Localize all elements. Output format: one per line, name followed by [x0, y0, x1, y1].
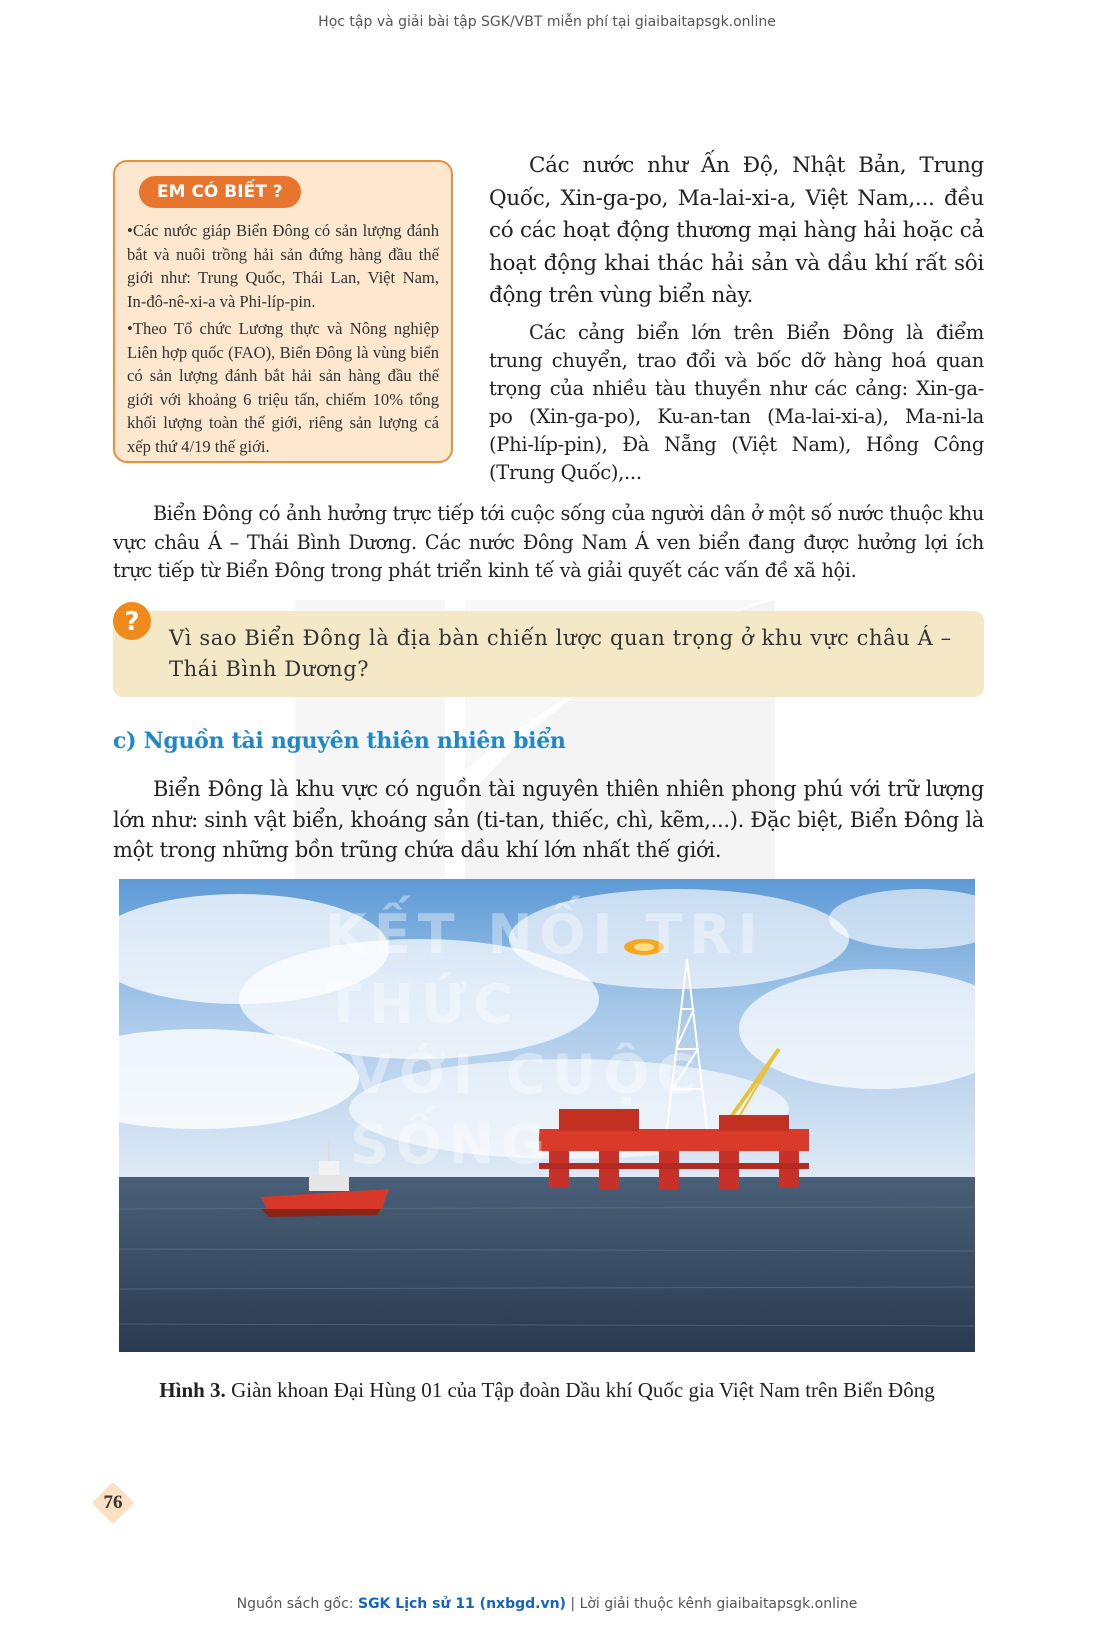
- watermark-text: [325, 900, 825, 1180]
- trade-paragraph: Các nước như Ấn Độ, Nhật Bản, Trung Quốc, Xin-ga-po, Ma-lai-xi-a, Việt Nam,... đều có các hoạt động thương mại hàng hải hoặc cả hoạt động khai thác hải sản và dầu khí rất sôi động trên vùng biển này.: [489, 153, 984, 308]
- source-link[interactable]: SGK Lịch sử 11 (nxbgd.vn): [357, 1596, 566, 1612]
- footer-suffix: | Lời giải thuộc kênh giaibaitapsgk.online: [565, 1596, 858, 1612]
- did-you-know-box: [113, 160, 453, 463]
- watermark-line-2: VỚI CUỘC SỐNG: [350, 1043, 703, 1176]
- did-you-know-item: • Các nước giáp Biển Đông có sản lượng đánh bắt và nuôi trồng hải sản đứng hàng đầu thế giới như: Trung Quốc, Thái Lan, Việt Nam, In-đô-nê-xi-a và Phi-líp-pin.: [127, 219, 439, 313]
- ports-paragraph: Các cảng biển lớn trên Biển Đông là điểm trung chuyển, trao đổi và bốc dỡ hàng hoá quan trọng của nhiều tàu thuyền như các cảng: Xin-ga-po (Xin-ga-po), Ku-an-tan (Ma-lai-xi-a), Ma-ni-la (Phi-líp-pin), Đà Nẵng (Việt Nam), Hồng Công (Trung Quốc),...: [489, 320, 984, 484]
- figure-caption-text: Giàn khoan Đại Hùng 01 của Tập đoàn Dầu khí Quốc gia Việt Nam trên Biển Đông: [231, 1378, 935, 1402]
- page-number: [92, 1482, 134, 1524]
- page-number-value: 76: [103, 1492, 123, 1513]
- did-you-know-badge: EM CÓ BIẾT ?: [139, 176, 301, 208]
- question-mark-icon: [112, 601, 152, 641]
- question-text: Vì sao Biển Đông là địa bàn chiến lược quan trọng ở khu vực châu Á – Thái Bình Dương?: [169, 626, 952, 681]
- did-you-know-list: [127, 219, 439, 462]
- top-banner: Học tập và giải bài tập SGK/VBT miễn phí tại giaibaitapsgk.online: [318, 14, 776, 30]
- figure-label: Hình 3.: [159, 1378, 226, 1402]
- resources-paragraph: Biển Đông là khu vực có nguồn tài nguyên thiên nhiên phong phú với trữ lượng lớn như: sinh vật biển, khoáng sản (ti-tan, thiếc, chì, kẽm,...). Đặc biệt, Biển Đông là một trong những bồn trũng chứa dầu khí lớn nhất thế giới.: [113, 777, 984, 862]
- footer-prefix: Nguồn sách gốc:: [236, 1596, 358, 1612]
- question-box: [113, 611, 984, 697]
- right-column: [489, 150, 984, 487]
- section-heading: c) Nguồn tài nguyên thiên nhiên biển: [113, 728, 566, 754]
- watermark-line-1: KẾT NỐI TRI THỨC: [325, 903, 765, 1036]
- influence-paragraph: Biển Đông có ảnh hưởng trực tiếp tới cuộc sống của người dân ở một số nước thuộc khu vực châu Á – Thái Bình Dương. Các nước Đông Nam Á ven biển đang được hưởng lợi ích trực tiếp từ Biển Đông trong phát triển kinh tế và giải quyết các vấn đề xã hội.: [113, 502, 984, 582]
- bottom-banner: [0, 1596, 1094, 1612]
- figure-caption: [0, 1378, 1094, 1403]
- did-you-know-item: • Theo Tổ chức Lương thực và Nông nghiệp Liên hợp quốc (FAO), Biển Đông là vùng biển có sản lượng đánh bắt hải sản hàng đầu thế giới với khoảng 6 triệu tấn, chiếm 10% tổng khối lượng toàn thế giới, riêng sản lượng cá xếp thứ 4/19 thế giới.: [127, 317, 439, 458]
- svg-text:?: ?: [124, 607, 140, 637]
